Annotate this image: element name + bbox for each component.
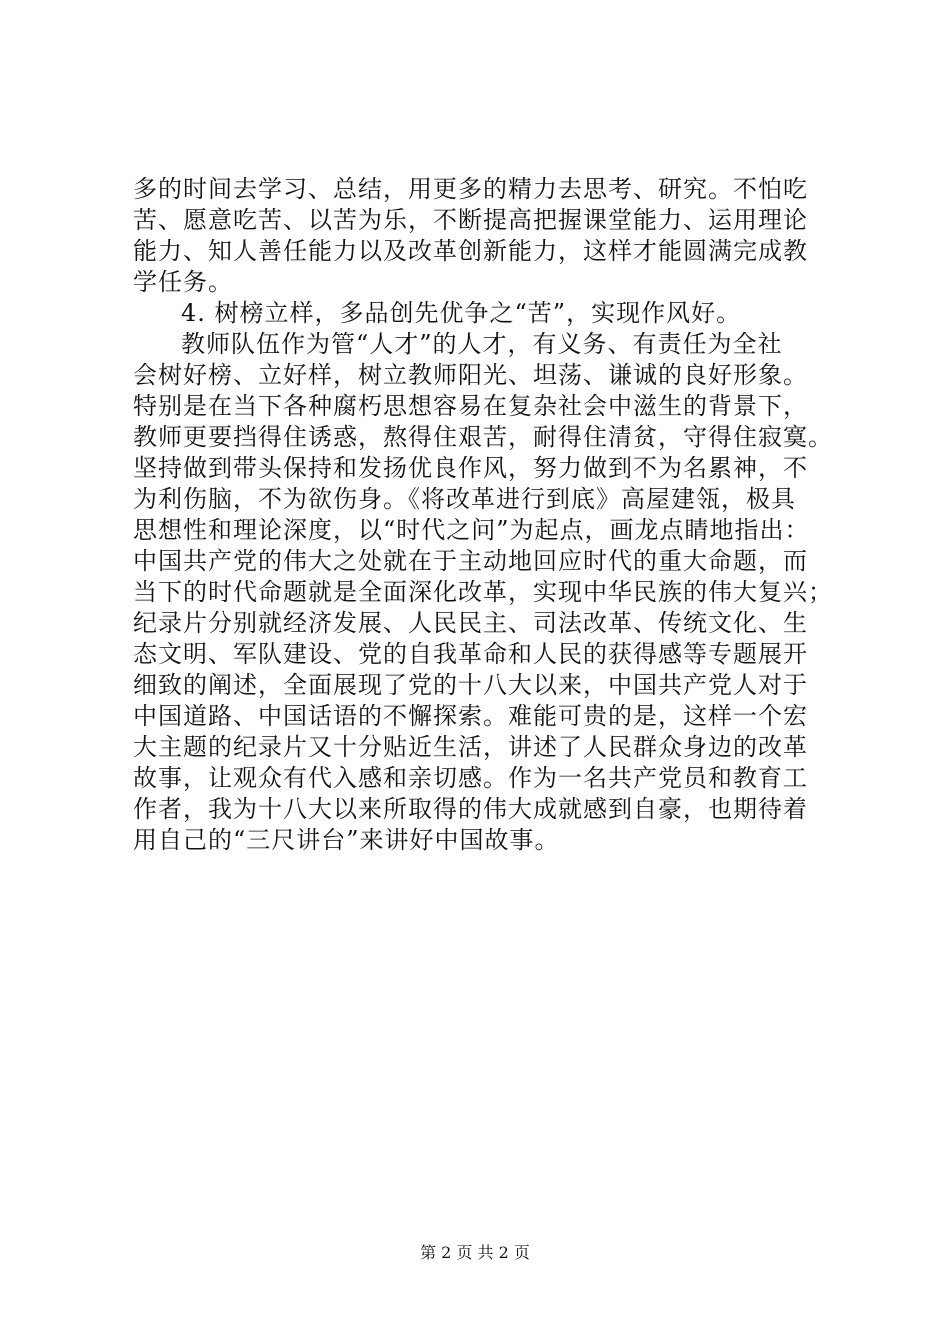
text-line: 故事，让观众有代入感和亲切感。作为一名共产党员和教育工 (133, 764, 808, 792)
body-text (133, 174, 833, 856)
text-line: 当下的时代命题就是全面深化改革，实现中华民族的伟大复兴； (133, 578, 833, 606)
text-line: 思想性和理论深度，以“时代之问”为起点，画龙点睛地指出： (133, 516, 810, 544)
text-line: 中国道路、中国话语的不懈探索。难能可贵的是，这样一个宏 (133, 702, 808, 730)
text-line: 苦、愿意吃苦、以苦为乐，不断提高把握课堂能力、运用理论 (133, 206, 808, 234)
text-line: 能力、知人善任能力以及改革创新能力，这样才能圆满完成教 (133, 237, 808, 265)
text-line: 为利伤脑，不为欲伤身。《将改革进行到底》高屋建瓴，极具 (133, 485, 796, 513)
text-line: 多的时间去学习、总结，用更多的精力去思考、研究。不怕吃 (133, 175, 808, 203)
text-line: 4. 树榜立样，多品创先优争之“苦”，实现作风好。 (181, 299, 742, 327)
text-line: 会树好榜、立好样，树立教师阳光、坦荡、谦诚的良好形象。 (133, 361, 808, 389)
text-line: 学任务。 (133, 268, 233, 296)
text-line: 态文明、军队建设、党的自我革命和人民的获得感等专题展开 (133, 640, 808, 668)
text-line: 纪录片分别就经济发展、人民民主、司法改革、传统文化、生 (133, 609, 808, 637)
text-line: 大主题的纪录片又十分贴近生活，讲述了人民群众身边的改革 (133, 733, 808, 761)
text-line: 教师队伍作为管“人才”的人才，有义务、有责任为全社 (181, 330, 783, 358)
text-line: 特别是在当下各种腐朽思想容易在复杂社会中滋生的背景下， (133, 392, 808, 420)
text-line: 教师更要挡得住诱惑，熬得住艰苦，耐得住清贫，守得住寂寞。 (133, 423, 833, 451)
text-line: 细致的阐述，全面展现了党的十八大以来，中国共产党人对于 (133, 671, 808, 699)
text-line: 用自己的“三尺讲台”来讲好中国故事。 (133, 826, 560, 854)
text-line: 作者，我为十八大以来所取得的伟大成就感到自豪，也期待着 (133, 795, 808, 823)
text-line: 中国共产党的伟大之处就在于主动地回应时代的重大命题，而 (133, 547, 808, 575)
page-footer: 第 2 页 共 2 页 (420, 1243, 530, 1262)
text-line: 坚持做到带头保持和发扬优良作风，努力做到不为名累神，不 (133, 454, 808, 482)
